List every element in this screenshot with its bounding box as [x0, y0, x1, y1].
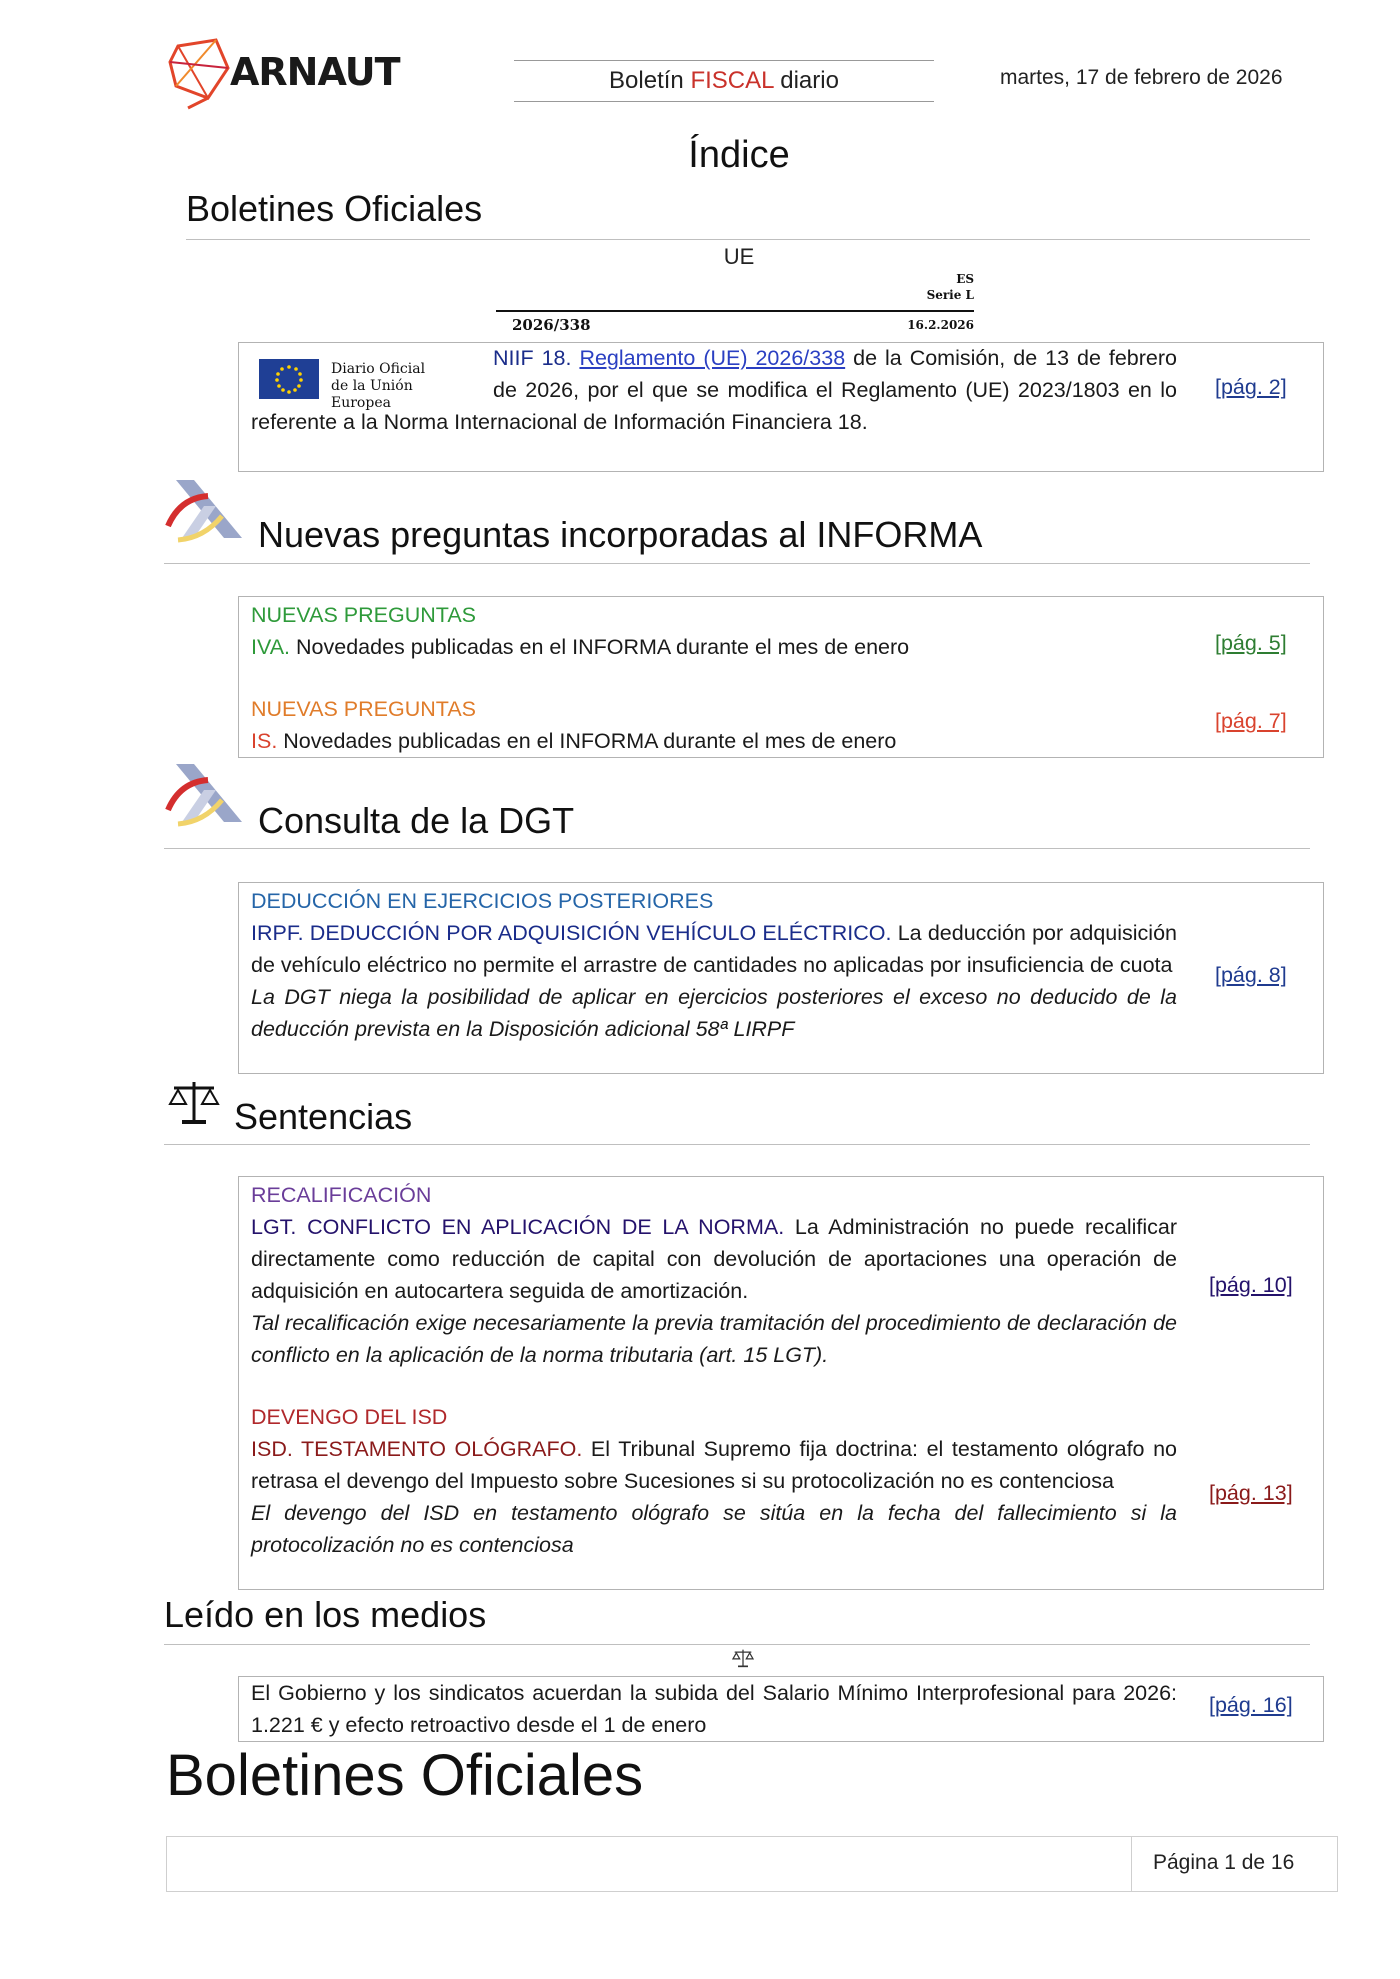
sentencia-italic: Tal recalificación exige necesariamente la previa tramitación del procedimiento de declaración de conflicto en la aplicación de la norma tributaria (art. 15 LGT).: [251, 1311, 1177, 1367]
section-divider: [164, 1644, 1310, 1645]
dgt-item: [251, 885, 1177, 1045]
doc-rule: [496, 310, 974, 312]
boletin-item-body: de la Comisión, de 13 de febrero de 2026, por el que se modifica el Reglamento (UE) 2023/1803 en lo referente a la Norma Internacional de Información Financiera 18.: [251, 346, 1177, 434]
bulletin-suffix: diario: [773, 67, 839, 94]
section-title-medios: Leído en los medios: [164, 1594, 487, 1635]
informa-text: Novedades publicadas en el INFORMA durante el mes de enero: [277, 729, 897, 753]
bulletin-title: [514, 60, 934, 102]
aeat-logo-icon: [164, 476, 244, 546]
boletin-item-text: [251, 342, 1177, 438]
sentencia-text: El Tribunal Supremo fija doctrina: el testamento ológrafo no retrasa el devengo del Impuesto sobre Sucesiones si su protocolización no es contenciosa: [251, 1437, 1178, 1493]
arnaut-logo: [168, 38, 398, 112]
page-ref-link[interactable]: [pág. 16]: [1209, 1693, 1293, 1717]
dgt-label: DEDUCCIÓN EN EJERCICIOS POSTERIORES: [251, 889, 714, 913]
dgt-headline: IRPF. DEDUCCIÓN POR ADQUISICIÓN VEHÍCULO ELÉCTRICO.: [251, 921, 892, 945]
header-date: martes, 17 de febrero de 2026: [1000, 66, 1283, 89]
aeat-logo-icon: [164, 760, 244, 830]
informa-text: Novedades publicadas en el INFORMA durante el mes de enero: [290, 635, 910, 659]
informa-item-is: [251, 693, 1177, 757]
doc-series: Serie L: [926, 288, 974, 302]
doc-date: 16.2.2026: [907, 318, 974, 332]
doc-number: 2026/338: [512, 316, 591, 334]
page-ref-link[interactable]: [pág. 8]: [1215, 963, 1287, 987]
sentencia-item-1: [251, 1179, 1177, 1371]
sentencias-box: [238, 1176, 1324, 1590]
logo-float-spacer: [251, 342, 493, 400]
reglamento-link[interactable]: Reglamento (UE) 2026/338: [579, 346, 846, 370]
aeat-logo-informa: [164, 476, 244, 546]
section-title-informa: Nuevas preguntas incorporadas al INFORMA: [258, 514, 983, 555]
page-ref-link[interactable]: [pág. 7]: [1215, 709, 1287, 733]
sentencia-italic: El devengo del ISD en testamento ológrafo se sitúa en la fecha del fallecimiento si la protocolización no es contenciosa: [251, 1501, 1177, 1557]
page-ref-link[interactable]: [pág. 13]: [1209, 1481, 1293, 1505]
informa-label: NUEVAS PREGUNTAS: [251, 697, 476, 721]
section-title-sentencias: Sentencias: [234, 1096, 413, 1137]
scales-icon: [732, 1648, 754, 1668]
index-title: Índice: [688, 134, 790, 176]
sentencia-text: La Administración no puede recalificar directamente como reducción de capital con devolución de aportaciones una operación de adquisición en autocartera seguida de amortización.: [251, 1215, 1177, 1303]
aeat-logo-dgt: [164, 760, 244, 830]
medios-text: El Gobierno y los sindicatos acuerdan la subida del Salario Mínimo Interprofesional para 2026: 1.221 € y efecto retroactivo desde el 1 de enero: [251, 1681, 1177, 1737]
section-divider: [164, 1144, 1310, 1145]
sentencia-label: RECALIFICACIÓN: [251, 1183, 432, 1207]
page-ref-link[interactable]: [pág. 5]: [1215, 631, 1287, 655]
eu-journal-line2: de la Unión Europea: [331, 378, 413, 411]
section-title-boletines: Boletines Oficiales: [186, 188, 483, 229]
sentencia-item-2: [251, 1401, 1177, 1561]
region-label: UE: [723, 244, 755, 269]
section-divider: [186, 239, 1310, 240]
sentencia-headline: LGT. CONFLICTO EN APLICACIÓN DE LA NORMA.: [251, 1215, 785, 1239]
dgt-text: La deducción por adquisición de vehículo eléctrico no permite el arrastre de cantidades no aplicadas por insuficiencia de cuota: [251, 921, 1177, 977]
page-footer: [166, 1836, 1338, 1892]
tax-code: IVA.: [251, 635, 291, 659]
footer-divider: [1131, 1837, 1132, 1891]
section-title-dgt: Consulta de la DGT: [258, 800, 575, 841]
informa-item-iva: [251, 599, 1177, 663]
informa-box: [238, 596, 1324, 758]
page-ref-link[interactable]: [pág. 10]: [1209, 1273, 1293, 1297]
boletin-item-label: NIIF 18.: [493, 346, 572, 370]
informa-label: NUEVAS PREGUNTAS: [251, 603, 476, 627]
page-ref-link[interactable]: [pág. 2]: [1215, 375, 1287, 399]
dou-doc-header: [496, 272, 974, 340]
eu-journal-line1: Diario Oficial: [331, 361, 426, 377]
sentencia-label: DEVENGO DEL ISD: [251, 1405, 448, 1429]
bulletin-fiscal: FISCAL: [690, 67, 774, 94]
page-number: Página 1 de 16: [1153, 1851, 1295, 1874]
tax-code: IS.: [251, 729, 278, 753]
bottom-section-title: Boletines Oficiales: [166, 1743, 644, 1808]
scales-icon: [168, 1078, 220, 1126]
brand-name: ARNAUT: [230, 50, 400, 94]
dgt-italic: La DGT niega la posibilidad de aplicar en ejercicios posteriores el exceso no deducido de la deducción prevista en la Disposición adicional 58ª LIRPF: [251, 985, 1177, 1041]
doc-lang: ES: [956, 272, 974, 286]
boletin-item-box: [238, 342, 1324, 472]
section-divider: [164, 848, 1310, 849]
arnaut-logo-icon: [168, 38, 230, 112]
bulletin-prefix: Boletín: [609, 67, 691, 94]
dgt-box: [238, 882, 1324, 1074]
sentencia-headline: ISD. TESTAMENTO OLÓGRAFO.: [251, 1437, 583, 1461]
medios-box: [238, 1676, 1324, 1742]
section-divider: [164, 563, 1310, 564]
